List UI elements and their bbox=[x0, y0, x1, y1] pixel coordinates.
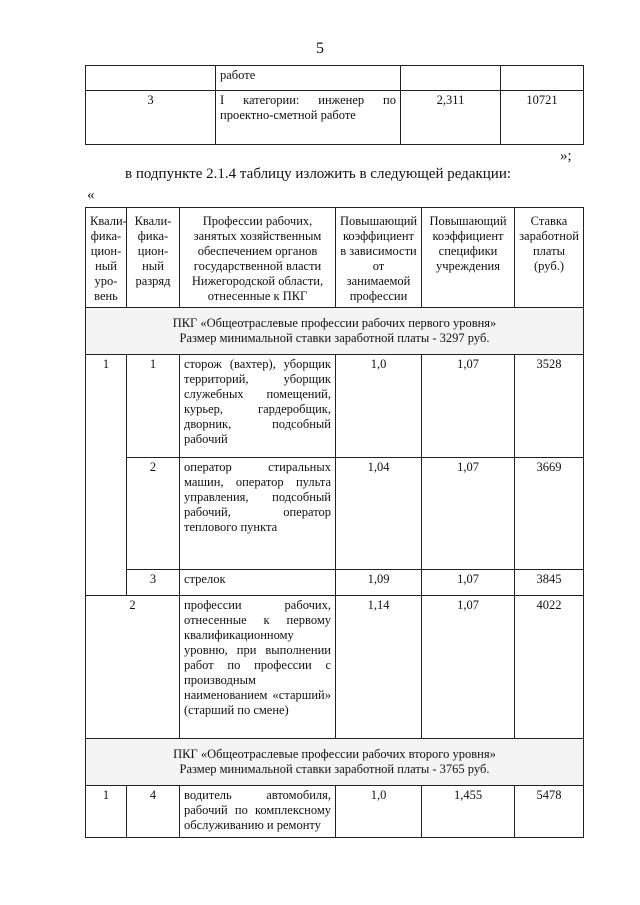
header-professions: Профессии рабочих, занятых хозяйственным обеспечением органов государственной власти Нижегородской области, отнесенные к ПКГ bbox=[180, 208, 336, 308]
table-row bbox=[86, 596, 584, 739]
cell bbox=[86, 66, 216, 91]
grade-cell: 2 bbox=[127, 458, 180, 570]
professions-cell: водитель автомобиля, рабочий по комплексному обслуживанию и ремонту bbox=[180, 786, 336, 838]
group-min-rate: Размер минимальной ставки заработной платы - 3297 руб. bbox=[179, 331, 490, 345]
cell bbox=[501, 66, 584, 91]
instruction-text: в подпункте 2.1.4 таблицу изложить в следующей редакции: bbox=[125, 166, 512, 182]
coef-occ-cell: 1,0 bbox=[336, 786, 422, 838]
table-row bbox=[86, 570, 584, 596]
qual-level-cell: 2 bbox=[86, 596, 180, 739]
qual-level-cell: 1 bbox=[86, 355, 127, 596]
qual-level-cell: 1 bbox=[86, 786, 127, 838]
header-row bbox=[86, 208, 584, 308]
professions-cell: сторож (вахтер), уборщик территорий, уборщик служебных помещений, курьер, гардеробщик, дворник, подсобный рабочий bbox=[180, 355, 336, 458]
rate-cell: 3528 bbox=[515, 355, 584, 458]
cell: 2,311 bbox=[401, 91, 501, 145]
header-rate: Ставка заработной платы (руб.) bbox=[515, 208, 584, 308]
rate-cell: 3669 bbox=[515, 458, 584, 570]
table-row bbox=[86, 458, 584, 570]
group-min-rate: Размер минимальной ставки заработной платы - 3765 руб. bbox=[179, 762, 490, 776]
coef-spec-cell: 1,07 bbox=[422, 458, 515, 570]
rate-cell: 4022 bbox=[515, 596, 584, 739]
header-qual-grade: Квали-фика-цион-ный разряд bbox=[127, 208, 180, 308]
coef-spec-cell: 1,07 bbox=[422, 596, 515, 739]
group-title: ПКГ «Общеотраслевые профессии рабочих второго уровня» bbox=[173, 747, 496, 761]
group1-band bbox=[86, 308, 584, 355]
table-row bbox=[86, 786, 584, 838]
professions-cell: стрелок bbox=[180, 570, 336, 596]
grade-cell: 3 bbox=[127, 570, 180, 596]
grade-cell: 4 bbox=[127, 786, 180, 838]
opening-quote: « bbox=[87, 187, 95, 203]
rate-cell: 3845 bbox=[515, 570, 584, 596]
grade-cell: 1 bbox=[127, 355, 180, 458]
header-coef-occupation: Повышающий коэффициент в зависимости от занимаемой профессии bbox=[336, 208, 422, 308]
professions-cell: профессии рабочих, отнесенные к первому квалификационному уровню, при выполнении работ по профессии с производным наименованием «старший» (старший по смене) bbox=[180, 596, 336, 739]
professions-cell: оператор стиральных машин, оператор пульта управления, подсобный рабочий, оператор теплового пункта bbox=[180, 458, 336, 570]
coef-spec-cell: 1,07 bbox=[422, 355, 515, 458]
header-qual-level: Квали-фика-цион-ный уро-вень bbox=[86, 208, 127, 308]
cell: работе bbox=[216, 66, 401, 91]
table-row bbox=[86, 66, 584, 91]
group-title: ПКГ «Общеотраслевые профессии рабочих первого уровня» bbox=[172, 316, 497, 330]
rate-cell: 5478 bbox=[515, 786, 584, 838]
cell: 10721 bbox=[501, 91, 584, 145]
cell: 3 bbox=[86, 91, 216, 145]
coef-spec-cell: 1,455 bbox=[422, 786, 515, 838]
closing-quote: »; bbox=[560, 148, 572, 164]
header-coef-specific: Повышающий коэффициент специфики учреждения bbox=[422, 208, 515, 308]
coef-occ-cell: 1,14 bbox=[336, 596, 422, 739]
coef-spec-cell: 1,07 bbox=[422, 570, 515, 596]
table-row bbox=[86, 91, 584, 145]
group-band bbox=[86, 308, 584, 355]
coef-occ-cell: 1,0 bbox=[336, 355, 422, 458]
group-band bbox=[86, 739, 584, 786]
table-row bbox=[86, 355, 584, 458]
page-number: 5 bbox=[316, 40, 324, 57]
group2-band bbox=[86, 739, 584, 786]
coef-occ-cell: 1,04 bbox=[336, 458, 422, 570]
previous-table-fragment bbox=[85, 65, 584, 145]
cell bbox=[401, 66, 501, 91]
cell: I категории: инженер по проектно-сметной работе bbox=[216, 91, 401, 145]
salary-table bbox=[85, 207, 584, 838]
coef-occ-cell: 1,09 bbox=[336, 570, 422, 596]
